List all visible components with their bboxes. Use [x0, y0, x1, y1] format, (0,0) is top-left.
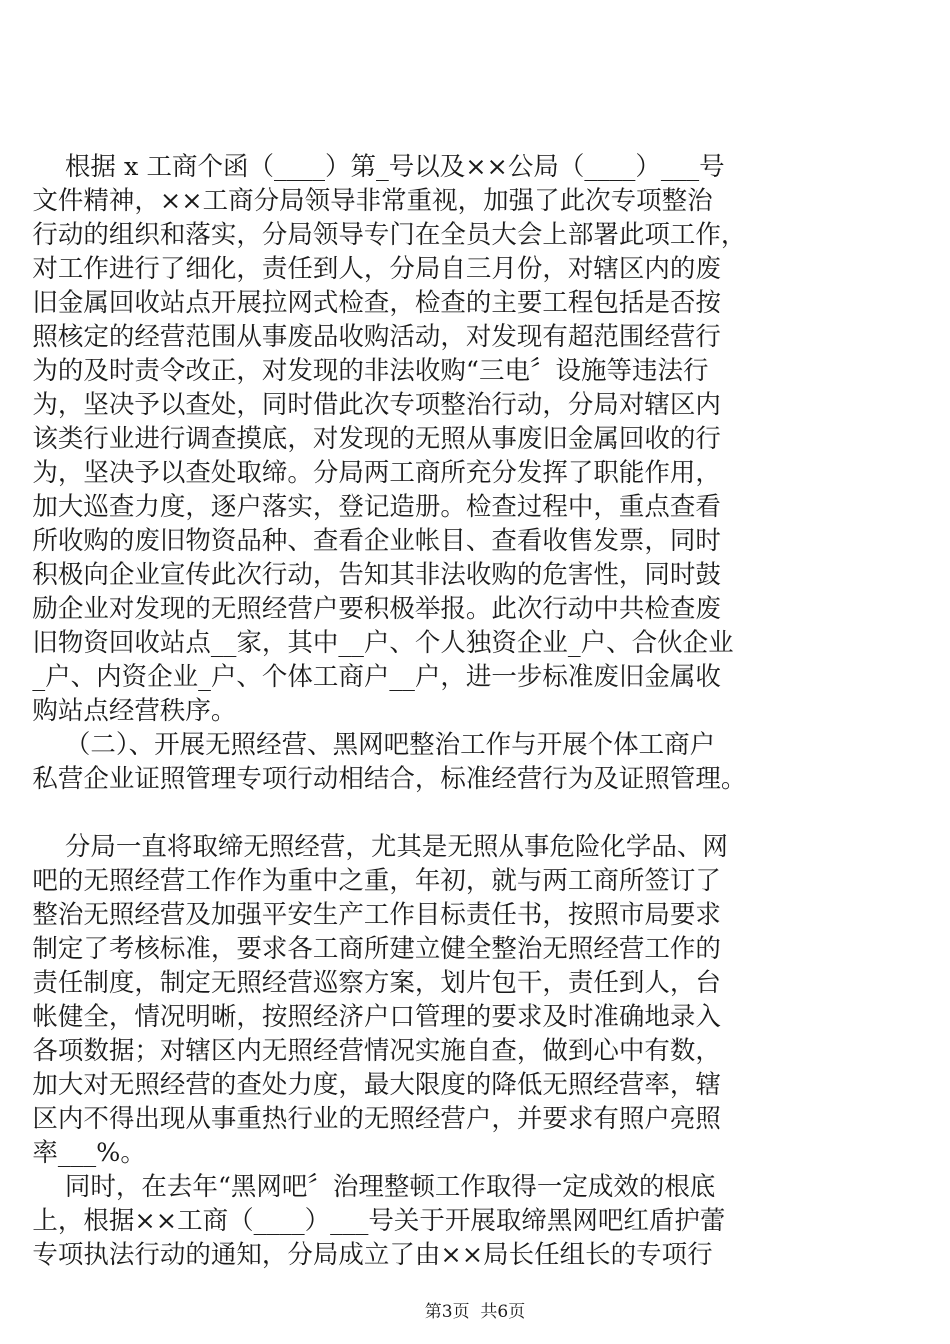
paragraph-line: 责任制度，制定无照经营巡察方案，划片包干，责任到人，台	[0, 968, 721, 998]
section-heading-line: （二）、开展无照经营、黑网吧整治工作与开展个体工商户	[0, 730, 716, 760]
paragraph-line: 积极向企业宣传此次行动，告知其非法收购的危害性，同时鼓	[0, 560, 721, 590]
paragraph-line: 帐健全，情况明晰，按照经济户口管理的要求及时准确地录入	[0, 1002, 721, 1032]
paragraph-line: 加大对无照经营的查处力度，最大限度的降低无照经营率，辖	[0, 1070, 721, 1100]
paragraph-line: 励企业对发现的无照经营户要积极举报。此次行动中共检查废	[0, 594, 721, 624]
paragraph-line: 同时，在去年“黑网吧〞治理整顿工作取得一定成效的根底	[0, 1172, 716, 1202]
paragraph-line: 照核定的经营范围从事废品收购活动，对发现有超范围经营行	[0, 322, 721, 352]
paragraph-line: 为，坚决予以查处，同时借此次专项整治行动，分局对辖区内	[0, 390, 721, 420]
paragraph-line: 各项数据；对辖区内无照经营情况实施自查，做到心中有数，	[0, 1036, 721, 1066]
paragraph-line: 行动的组织和落实，分局领导专门在全员大会上部署此项工作，	[0, 220, 747, 250]
paragraph-line: 根据 x 工商个函（____）第_号以及××公局（____）___号	[0, 152, 725, 182]
paragraph-line: 吧的无照经营工作作为重中之重，年初，就与两工商所签订了	[0, 866, 721, 896]
paragraph-line: 为的及时责令改正，对发现的非法收购“三电〞设施等违法行	[0, 356, 709, 386]
paragraph-line: 率___%。	[0, 1138, 146, 1168]
section-heading-line: 私营企业证照管理专项行动相结合，标准经营行为及证照管理。	[0, 764, 747, 794]
paragraph-line: 分局一直将取缔无照经营，尤其是无照从事危险化学品、网	[0, 832, 728, 862]
page-footer: 第3页 共6页	[424, 1302, 526, 1322]
paragraph-line: 制定了考核标准，要求各工商所建立健全整治无照经营工作的	[0, 934, 721, 964]
paragraph-line: 为，坚决予以查处取缔。分局两工商所充分发挥了职能作用，	[0, 458, 721, 488]
paragraph-line: _户、内资企业_户、个体工商户__户，进一步标准废旧金属收	[0, 662, 721, 692]
paragraph-line: 区内不得出现从事重热行业的无照经营户，并要求有照户亮照	[0, 1104, 721, 1134]
paragraph-line: 加大巡查力度，逐户落实，登记造册。检查过程中，重点查看	[0, 492, 721, 522]
paragraph-line: 整治无照经营及加强平安生产工作目标责任书，按照市局要求	[0, 900, 721, 930]
paragraph-line: 所收购的废旧物资品种、查看企业帐目、查看收售发票，同时	[0, 526, 721, 556]
paragraph-line: 上，根据××工商（____）___号关于开展取缔黑网吧红盾护蕾	[0, 1206, 726, 1236]
paragraph-line: 该类行业进行调查摸底，对发现的无照从事废旧金属回收的行	[0, 424, 721, 454]
paragraph-line: 旧物资回收站点__家，其中__户、个人独资企业_户、合伙企业	[0, 628, 734, 658]
paragraph-line: 购站点经营秩序。	[0, 696, 237, 726]
paragraph-line: 对工作进行了细化，责任到人，分局自三月份，对辖区内的废	[0, 254, 721, 284]
paragraph-line: 文件精神，××工商分局领导非常重视，加强了此次专项整治	[0, 186, 713, 216]
paragraph-line: 旧金属回收站点开展拉网式检查，检查的主要工程包括是否按	[0, 288, 721, 318]
paragraph-line: 专项执法行动的通知，分局成立了由××局长任组长的专项行	[0, 1240, 713, 1270]
